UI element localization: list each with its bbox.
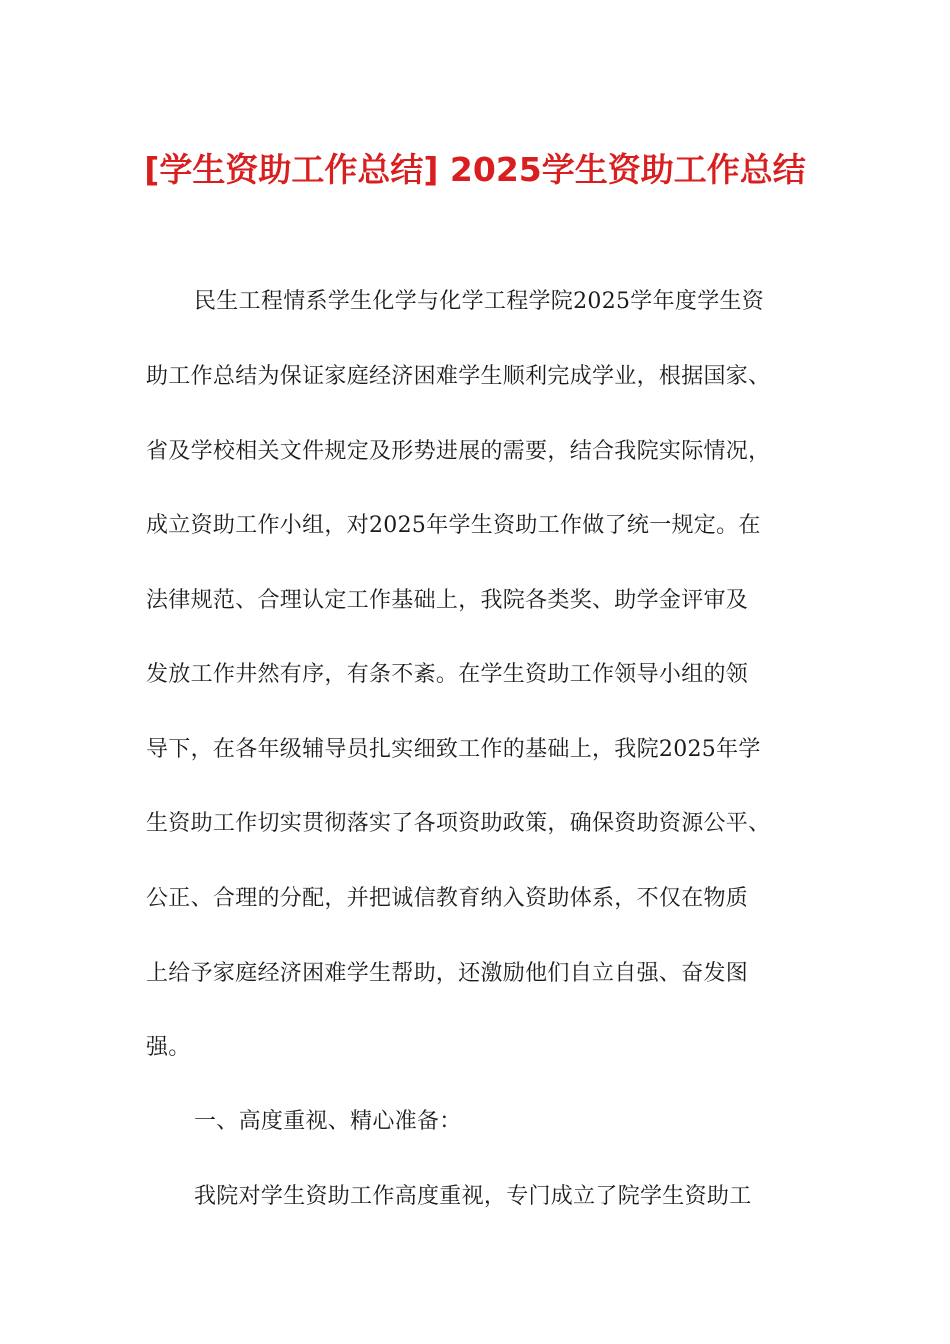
paragraph-line: 公正、合理的分配，并把诚信教育纳入资助体系，不仅在物质 xyxy=(146,886,749,911)
document-title: [学生资助工作总结] 2025学生资助工作总结 xyxy=(144,150,806,189)
paragraph-line: 民生工程情系学生化学与化学工程学院2025学年度学生资 xyxy=(194,289,765,314)
section-heading: 一、高度重视、精心准备： xyxy=(194,1109,462,1134)
paragraph-line: 生资助工作切实贯彻落实了各项资助政策，确保资助资源公平、 xyxy=(146,811,771,836)
paragraph-line: 助工作总结为保证家庭经济困难学生顺利完成学业，根据国家、 xyxy=(146,364,771,389)
paragraph-line: 发放工作井然有序，有条不紊。在学生资助工作领导小组的领 xyxy=(146,662,749,687)
paragraph-line: 成立资助工作小组，对2025年学生资助工作做了统一规定。在 xyxy=(146,513,761,538)
paragraph-line: 导下，在各年级辅导员扎实细致工作的基础上，我院2025年学 xyxy=(146,737,761,762)
paragraph-line: 上给予家庭经济困难学生帮助，还激励他们自立自强、奋发图 xyxy=(146,961,749,986)
paragraph-line: 法律规范、合理认定工作基础上，我院各类奖、助学金评审及 xyxy=(146,588,749,613)
paragraph-line: 省及学校相关文件规定及形势进展的需要，结合我院实际情况， xyxy=(146,439,771,464)
paragraph-line: 强。 xyxy=(146,1035,191,1060)
paragraph-line: 我院对学生资助工作高度重视，专门成立了院学生资助工 xyxy=(194,1184,752,1209)
